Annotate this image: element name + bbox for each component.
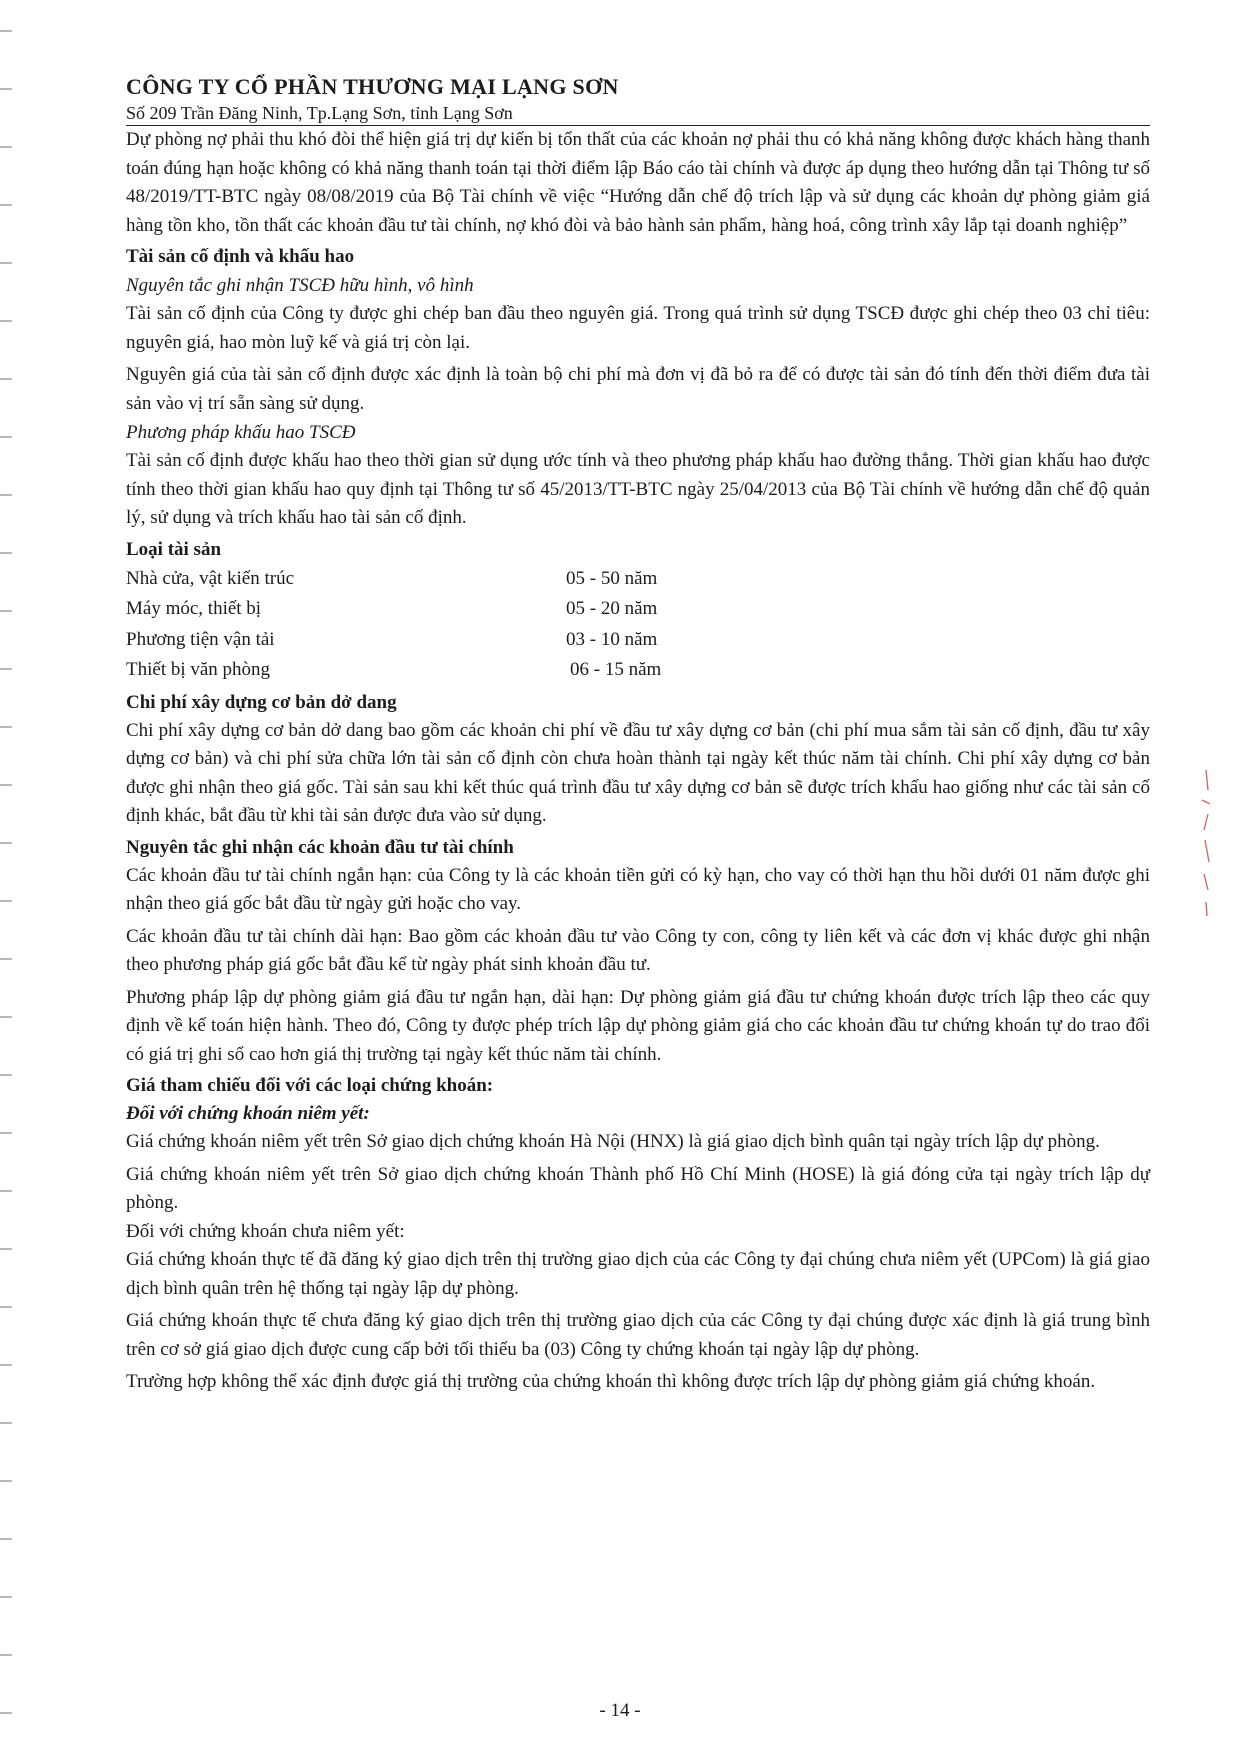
company-name: CÔNG TY CỔ PHẦN THƯƠNG MẠI LẠNG SƠN	[126, 74, 619, 99]
asset-type-name: Nhà cửa, vật kiến trúc	[126, 567, 295, 589]
asset-types-heading: Loại tài sản	[126, 538, 222, 560]
paragraph: Nguyên giá của tài sản cố định được xác định là toàn bộ chi phí mà đơn vị đã bỏ ra để có được tài sản đó tính đến thời điểm đưa tài sản vào vị trí sẵn sàng sử dụng.	[126, 364, 1150, 414]
paragraph: Các khoản đầu tư tài chính dài hạn: Bao gồm các khoản đầu tư vào Công ty con, công ty liên kết và các đơn vị khác được ghi nhận theo phương pháp giá gốc bắt đầu kể từ ngày phát sinh khoản đầu tư.	[126, 925, 1150, 975]
paragraph: Tài sản cố định được khấu hao theo thời gian sử dụng ước tính và theo phương pháp khấu hao đường thẳng. Thời gian khấu hao được tính theo thời gian khấu hao quy định tại Thông tư số 45/2013/TT-BTC ngày 25/04/2013 của Bộ Tài chính về hướng dẫn chế độ quản lý, sử dụng và trích khấu hao tài sản cố định.	[126, 450, 1150, 528]
paragraph: Giá chứng khoán niêm yết trên Sở giao dịch chứng khoán Thành phố Hồ Chí Minh (HOSE) là giá đóng cửa tại ngày trích lập dự phòng.	[126, 1163, 1150, 1213]
asset-type-years: 03 - 10 năm	[566, 628, 658, 650]
asset-type-row	[126, 625, 1150, 656]
subheading-depreciation: Phương pháp khấu hao TSCĐ	[126, 422, 356, 443]
asset-type-years: 05 - 20 năm	[566, 598, 658, 619]
company-address: Số 209 Trần Đăng Ninh, Tp.Lạng Sơn, tỉnh Lạng Sơn	[126, 103, 513, 123]
section-heading-fixed-assets: Tài sản cố định và khấu hao	[126, 246, 355, 267]
asset-type-name: Phương tiện vận tải	[126, 628, 275, 650]
asset-type-years: 06 - 15 năm	[570, 659, 662, 680]
binder-edge	[0, 0, 14, 1754]
section-heading-reference-prices: Giá tham chiếu đối với các loại chứng khoán:	[126, 1075, 494, 1096]
asset-type-years: 05 - 50 năm	[566, 567, 658, 589]
paragraph: Giá chứng khoán niêm yết trên Sở giao dịch chứng khoán Hà Nội (HNX) là giá giao dịch bình quân tại ngày trích lập dự phòng.	[126, 1131, 1100, 1152]
page-number: - 14 -	[599, 1700, 641, 1721]
asset-type-row	[126, 564, 1150, 595]
asset-types-list	[126, 564, 1150, 686]
paragraph: Giá chứng khoán thực tế đã đăng ký giao dịch trên thị trường giao dịch của các Công ty đại chúng chưa niêm yết (UPCom) là giá giao dịch bình quân trên hệ thống tại ngày lập dự phòng.	[126, 1249, 1150, 1299]
asset-type-row	[126, 655, 1150, 686]
section-heading-construction: Chi phí xây dựng cơ bản dở dang	[126, 691, 397, 713]
paragraph: Các khoản đầu tư tài chính ngắn hạn: của Công ty là các khoản tiền gửi có kỳ hạn, cho vay có thời hạn thu hồi dưới 01 năm được ghi nhận theo giá gốc bắt đầu từ ngày gửi hoặc cho vay.	[126, 864, 1150, 914]
paragraph: Phương pháp lập dự phòng giảm giá đầu tư ngắn hạn, dài hạn: Dự phòng giảm giá đầu tư chứng khoán được trích lập theo các quy định về kế toán hiện hành. Theo đó, Công ty được phép trích lập dự phòng giảm giá cho các khoản đầu tư chứng khoán tự do trao đổi có giá trị ghi sổ cao hơn giá thị trường tại ngày kết thúc năm tài chính.	[126, 986, 1150, 1065]
subheading-recognition: Nguyên tắc ghi nhận TSCĐ hữu hình, vô hình	[126, 275, 474, 296]
margin-pen-marks	[1196, 770, 1216, 920]
subheading-unlisted: Đối với chứng khoán chưa niêm yết:	[126, 1220, 405, 1242]
paragraph: Chi phí xây dựng cơ bản dở dang bao gồm các khoản chi phí về đầu tư xây dựng cơ bản (chi phí mua sắm tài sản cố định, đầu tư xây dựng cơ bản) và chi phí sửa chữa lớn tài sản cố định còn chưa hoàn thành tại ngày kết thúc năm tài chính. Chi phí xây dựng cơ bản được ghi nhận theo giá gốc. Tài sản sau khi kết thúc quá trình đầu tư xây dựng cơ bản sẽ được trích khấu hao giống như các tài sản cố định khác, bắt đầu từ khi tài sản được đưa vào sử dụng.	[126, 719, 1150, 826]
asset-type-row	[126, 594, 1150, 625]
intro-paragraph: Dự phòng nợ phải thu khó đòi thể hiện giá trị dự kiến bị tổn thất của các khoản nợ phải thu có khả năng không được khách hàng thanh toán đúng hạn hoặc không có khả năng thanh toán tại thời điểm lập Báo cáo tài chính và được áp dụng theo hướng dẫn tại Thông tư số 48/2019/TT-BTC ngày 08/08/2019 của Bộ Tài chính về việc “Hướng dẫn chế độ trích lập và sử dụng các khoản dự phòng giảm giá hàng tồn kho, tồn thất các khoản đầu tư tài chính, nợ khó đòi và bảo hành sản phẩm, hàng hoá, công trình xây lắp tại doanh nghiệp”	[126, 129, 1150, 236]
asset-type-name: Máy móc, thiết bị	[126, 598, 262, 619]
asset-type-name: Thiết bị văn phòng	[126, 659, 271, 680]
document-page	[126, 74, 1150, 1397]
paragraph: Giá chứng khoán thực tế chưa đăng ký giao dịch trên thị trường giao dịch của các Công ty đại chúng được xác định là giá trung bình trên cơ sở giá giao dịch được cung cấp bởi tối thiểu ba (03) Công ty chứng khoán tại ngày lập dự phòng.	[126, 1310, 1150, 1360]
section-heading-investments: Nguyên tắc ghi nhận các khoản đầu tư tài chính	[126, 836, 514, 858]
paragraph: Trường hợp không thể xác định được giá thị trường của chứng khoán thì không được trích lập dự phòng giảm giá chứng khoán.	[126, 1371, 1096, 1392]
subheading-listed: Đối với chứng khoán niêm yết:	[126, 1103, 370, 1124]
paragraph: Tài sản cố định của Công ty được ghi chép ban đầu theo nguyên giá. Trong quá trình sử dụng TSCĐ được ghi chép theo 03 chỉ tiêu: nguyên giá, hao mòn luỹ kế và giá trị còn lại.	[126, 303, 1150, 353]
